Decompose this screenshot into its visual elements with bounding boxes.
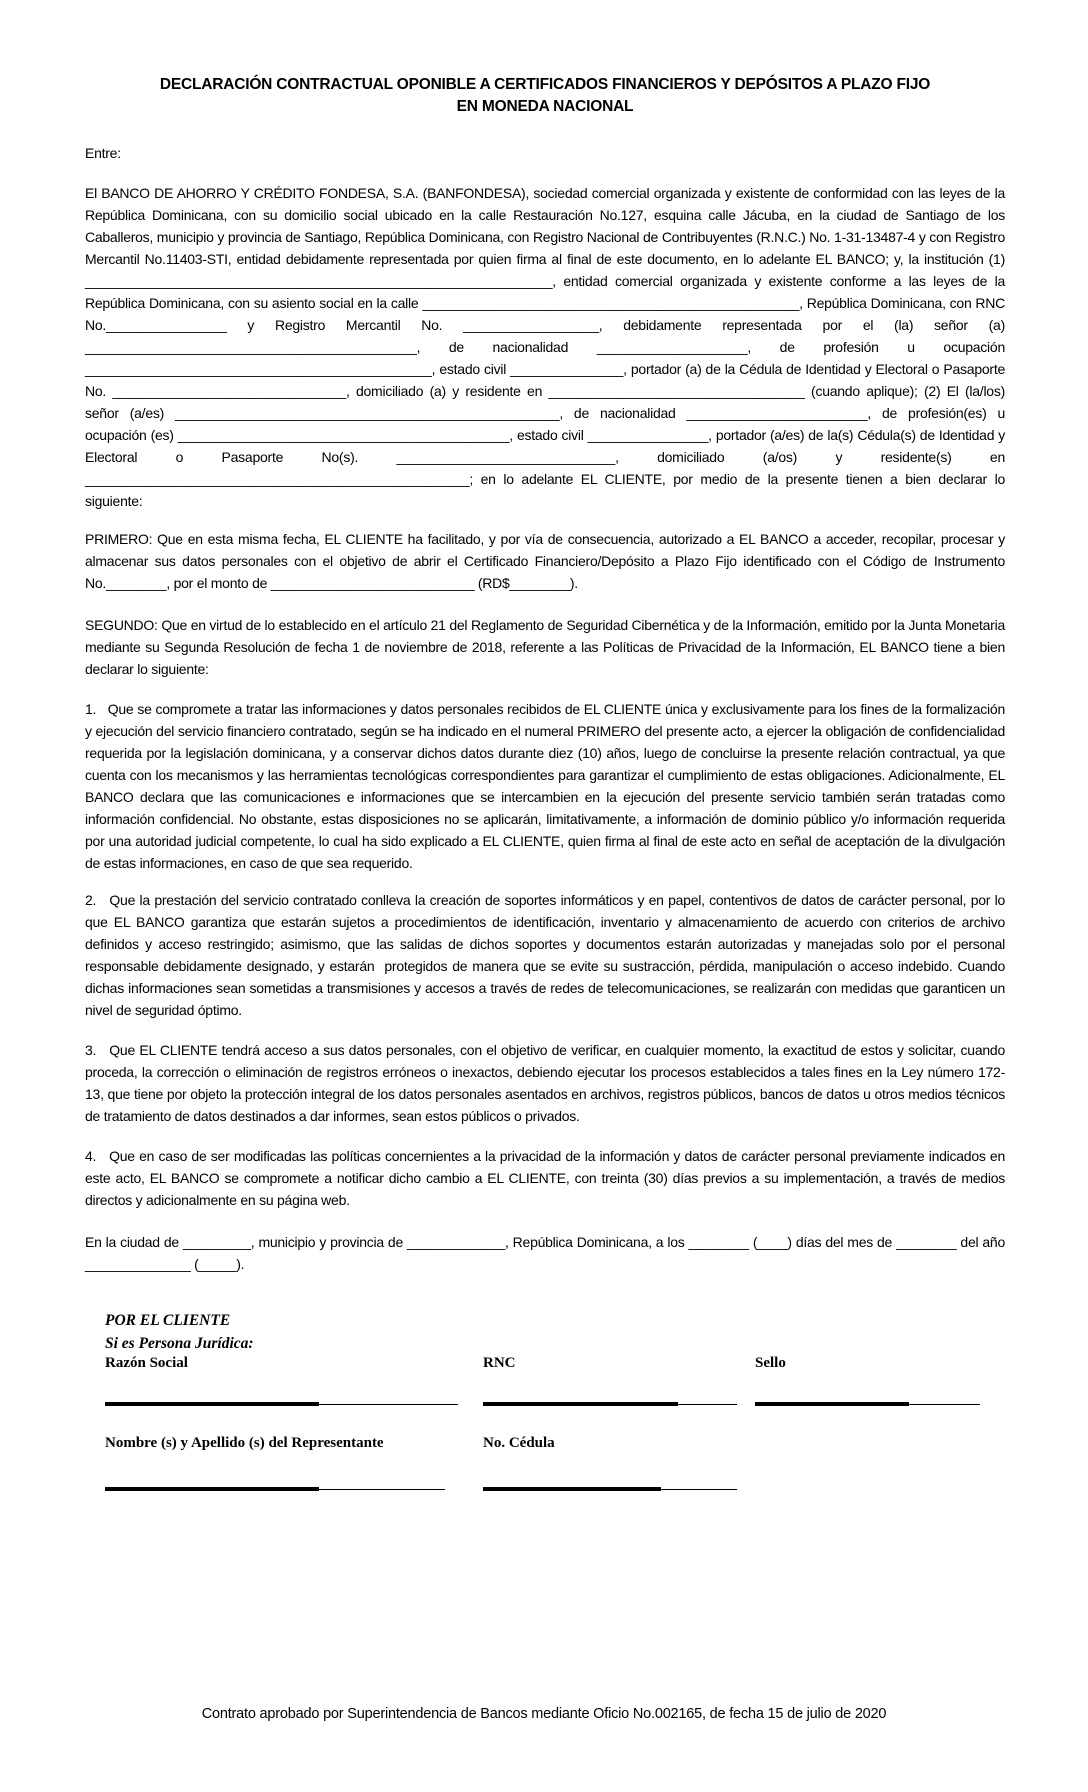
client-signature-heading: POR EL CLIENTE <box>105 1312 231 1329</box>
signature-line-rnc <box>483 1402 737 1406</box>
signature-line-cedula <box>483 1487 737 1491</box>
document-title <box>85 74 1005 118</box>
signature-line-thin-segment <box>661 1489 737 1490</box>
signature-line-thin-segment <box>319 1404 458 1405</box>
signature-line-thick-segment <box>105 1402 319 1406</box>
representative-name-label: Nombre (s) y Apellido (s) del Representante <box>105 1435 384 1451</box>
signature-line-thin-segment <box>909 1404 980 1405</box>
numbered-item-1: 1. Que se compromete a tratar las informaciones y datos personales recibidos de EL CLIENTE única y exclusivamente para los fines de la formalización y ejecución del servicio financiero contratado, según se ha indicado en el numeral PRIMERO del presente acto, a ejercer la obligación de confidencialidad requerida por la legislación dominicana, y a conservar dichos datos durante diez (10) años, luego de concluirse la presente relación contractual, ya que cuenta con los mecanismos y las herramientas tecnológicas correspondientes para garantizar el cumplimiento de estas obligaciones. Adicionalmente, EL BANCO declara que las comunicaciones e informaciones que se intercambien en la ejecución del presente servicio también serán tratadas como información confidencial. No obstante, estas disposiciones no se aplicarán, limitativamente, a información de dominio público y/o información requerida por una autoridad judicial competente, lo cual ha sido explicado a EL CLIENTE, quien firma al final de este acto en señal de aceptación de la divulgación de estas informaciones, en caso de que sea requerido. <box>85 701 1005 871</box>
signature-line-thick-segment <box>483 1402 678 1406</box>
signature-line-thick-segment <box>483 1487 661 1491</box>
signature-line-thick-segment <box>755 1402 909 1406</box>
signature-line-thick-segment <box>105 1487 319 1491</box>
signature-line-representative <box>105 1487 445 1491</box>
sello-label: Sello <box>755 1355 786 1371</box>
document-title-line2: EN MONEDA NACIONAL <box>456 98 634 115</box>
entre-label: Entre: <box>85 145 121 161</box>
rnc-label: RNC <box>483 1355 516 1371</box>
footer-note: Contrato aprobado por Superintendencia de Bancos mediante Oficio No.002165, de fecha 15 de julio de 2020 <box>201 1706 887 1722</box>
document-title-line1: DECLARACIÓN CONTRACTUAL OPONIBLE A CERTIFICADOS FINANCIEROS Y DEPÓSITOS A PLAZO FIJO <box>159 76 931 93</box>
numbered-item-3: 3. Que EL CLIENTE tendrá acceso a sus datos personales, con el objetivo de verificar, en cualquier momento, la exactitud de estos y solicitar, cuando proceda, la corrección o eliminación de registros erróneos o inexactos, debiendo ejecutar los procesos establecidos a tales fines en la Ley número 172-13, que tiene por objeto la protección integral de los datos personales asentados en archivos, registros públicos, bancos de datos u otros medios técnicos de tratamiento de datos destinados a dar informes, sean estos públicos o privados. <box>85 1042 1005 1124</box>
legal-person-heading: Si es Persona Jurídica: <box>105 1335 254 1352</box>
clause-segundo: SEGUNDO: Que en virtud de lo establecido en el artículo 21 del Reglamento de Seguridad Cibernética y de la Información, emitido por la Junta Monetaria mediante su Segunda Resolución de fecha 1 de noviembre de 2018, referente a las Políticas de Privacidad de la Información, EL BANCO tiene a bien declarar lo siguiente: <box>85 617 1005 677</box>
signature-line-thin-segment <box>319 1489 445 1490</box>
numbered-item-2: 2. Que la prestación del servicio contratado conlleva la creación de soportes informáticos y en papel, contentivos de datos de carácter personal, por lo que EL BANCO garantiza que estarán sujetos a procedimientos de identificación, inventario y almacenamiento de acuerdo con criterios de archivo definidos y acceso restringido; asimismo, que las salidas de dichos soportes y documentos estarán autorizadas y manejadas solo por el personal responsable debidamente designado, y estarán protegidos de manera que se evite su sustracción, pérdida, manipulación o acceso indebido. Cuando dichas informaciones sean sometidas a transmisiones y accesos a través de redes de telecomunicaciones, se realizarán con medidas que garanticen un nivel de seguridad óptimo. <box>85 892 1005 1018</box>
document-content <box>85 0 1005 1519</box>
closing-paragraph: En la ciudad de _________, municipio y provincia de _____________, República Dominicana, a los ________ (____) días del mes de ________ del año ______________ (_____). <box>85 1234 1005 1272</box>
parties-paragraph: El BANCO DE AHORRO Y CRÉDITO FONDESA, S.A. (BANFONDESA), sociedad comercial organizada y existente de conformidad con las leyes de la República Dominicana, con su domicilio social ubicado en la calle Restauración No.127, esquina calle Jácuba, en la ciudad de Santiago de los Caballeros, municipio y provincia de Santiago, República Dominicana, con Registro Nacional de Contribuyentes (R.N.C.) No. 1-31-13487-4 y con Registro Mercantil No.11403-STI, entidad debidamente representada por quien firma al final de este documento, en lo adelante EL BANCO; y, la institución (1) ______________________________________________________________, entidad comercial organizada y existente conforme a las leyes de la República Dominicana, con su asiento social en la calle __________________________________________________, República Dominicana, con RNC No.________________ y Registro Mercantil No. __________________, debidamente representada por el (la) señor (a) ____________________________________________, de nacionalidad ____________________, de profesión u ocupación ______________________________________________, estado civil _______________, portador (a) de la Cédula de Identidad y Electoral o Pasaporte No. _______________________________, domiciliado (a) y residente en __________________________________ (cuando aplique); (2) El (la/los) señor (a/es) ___________________________________________________, de nacionalidad ________________________, de profesión(es) u ocupación (es) ____________________________________________, estado civil ________________, portador (a/es) de la(s) Cédula(s) de Identidad y Electoral o Pasaporte No(s). _____________________________, domiciliado (a/os) y residente(s) en ___________________________________________________; en lo adelante EL CLIENTE, por medio de la presente tienen a bien declarar lo siguiente: <box>85 185 1005 509</box>
signature-line-thin-segment <box>678 1404 737 1405</box>
numbered-item-4: 4. Que en caso de ser modificadas las políticas concernientes a la privacidad de la información y datos de carácter personal previamente indicados en este acto, EL BANCO se compromete a notificar dicho cambio a EL CLIENTE, con treinta (30) días previos a su implementación, a través de medios directos y adicionalmente en su página web. <box>85 1148 1005 1208</box>
signature-line-sello <box>755 1402 980 1406</box>
razon-social-label: Razón Social <box>105 1355 188 1371</box>
signature-line-razon-social <box>105 1402 458 1406</box>
clause-primero: PRIMERO: Que en esta misma fecha, EL CLIENTE ha facilitado, y por vía de consecuencia, autorizado a EL BANCO a acceder, recopilar, procesar y almacenar sus datos personales con el objetivo de abrir el Certificado Financiero/Depósito a Plazo Fijo identificado con el Código de Instrumento No.________, por el monto de ___________________________ (RD$________). <box>85 531 1005 591</box>
signature-section <box>105 1309 1005 1519</box>
cedula-label: No. Cédula <box>483 1435 555 1451</box>
